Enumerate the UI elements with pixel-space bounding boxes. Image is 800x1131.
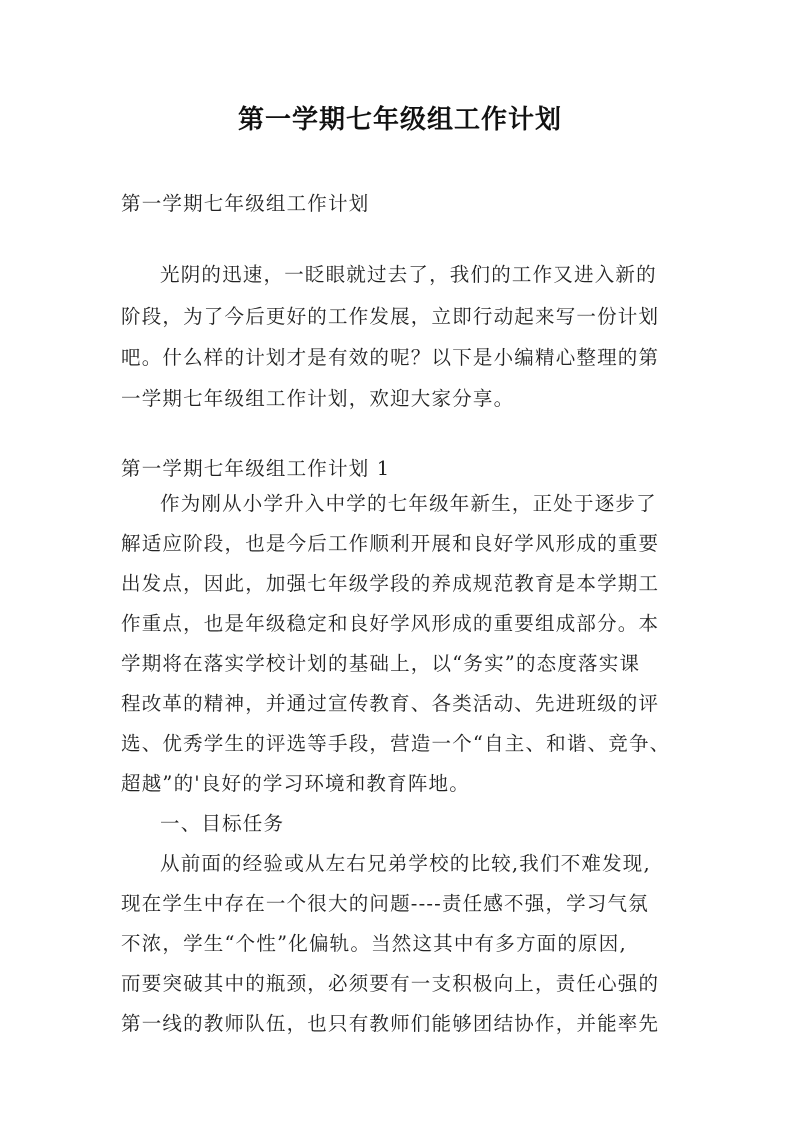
- paragraph-line: 从前面的经验或从左右兄弟学校的比较,我们不难发现,: [160, 852, 651, 875]
- paragraph-line: 学期将在落实学校计划的基础上，以“务实”的态度落实课: [121, 652, 641, 675]
- intro-line: 阶段，为了今后更好的工作发展，立即行动起来写一份计划: [121, 305, 660, 328]
- intro-line: 吧。什么样的计划才是有效的呢？以下是小编精心整理的第: [121, 346, 660, 369]
- paragraph-line: 作为刚从小学升入中学的七年级年新生，正处于逐步了: [160, 492, 657, 515]
- document-subtitle: 第一学期七年级组工作计划: [121, 192, 370, 215]
- paragraph-line: 现在学生中存在一个很大的问题----责任感不强，学习气氛: [121, 892, 649, 915]
- paragraph-line: 作重点，也是年级稳定和良好学风形成的重要组成部分。本: [121, 612, 660, 635]
- paragraph-line: 选、优秀学生的评选等手段，营造一个“自主、和谐、竞争、: [121, 732, 671, 755]
- paragraph-line: 不浓，学生“个性”化偏轨。当然这其中有多方面的原因,: [121, 932, 627, 955]
- paragraph-line: 第一线的教师队伍，也只有教师们能够团结协作，并能率先: [121, 1012, 660, 1035]
- goal-heading: 一、目标任务: [160, 812, 285, 835]
- paragraph-line: 超越”的'良好的学习环境和教育阵地。: [121, 772, 470, 795]
- paragraph-line: 而要突破其中的瓶颈，必须要有一支积极向上，责任心强的: [121, 972, 660, 995]
- intro-line: 光阴的迅速，一眨眼就过去了，我们的工作又进入新的: [160, 263, 657, 286]
- paragraph-line: 出发点，因此，加强七年级学段的养成规范教育是本学期工: [121, 572, 660, 595]
- section-heading: 第一学期七年级组工作计划 1: [121, 457, 391, 480]
- document-title: 第一学期七年级组工作计划: [237, 105, 562, 135]
- paragraph-line: 解适应阶段，也是今后工作顺利开展和良好学风形成的重要: [121, 532, 660, 555]
- intro-line: 一学期七年级组工作计划，欢迎大家分享。: [121, 387, 515, 410]
- paragraph-line: 程改革的精神，并通过宣传教育、各类活动、先进班级的评: [121, 692, 660, 715]
